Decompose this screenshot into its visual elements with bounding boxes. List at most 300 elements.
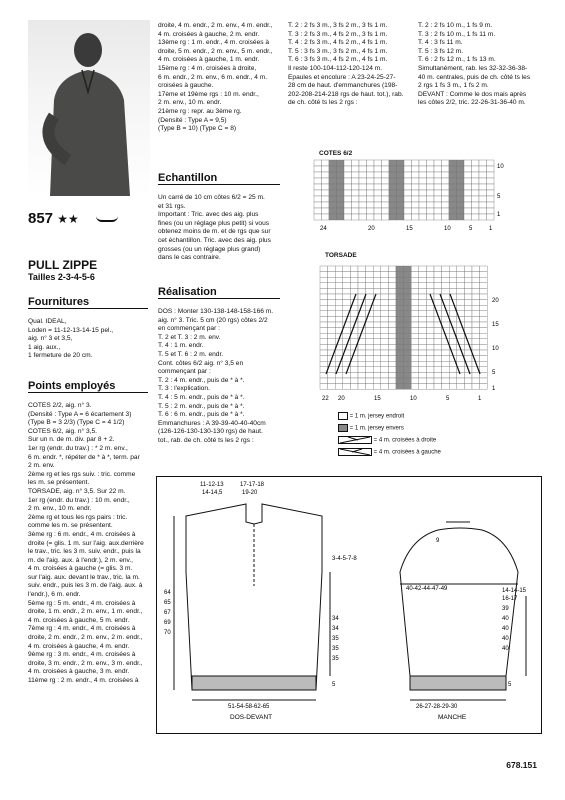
text-line: aig. n° 3. Tric. 5 cm (20 rgs) côtes 2/2 xyxy=(158,316,268,324)
text-line: 4 m. croisées à gauche, 5 m. endr. xyxy=(28,616,130,624)
chart-cell xyxy=(457,196,465,202)
chart-cell xyxy=(427,184,435,190)
chart-cell xyxy=(427,208,435,214)
chart-cell xyxy=(434,266,442,272)
chart-cell xyxy=(464,372,472,378)
chart-cell xyxy=(374,214,382,220)
chart-cell xyxy=(457,384,465,390)
chart-cell xyxy=(382,190,390,196)
chart-cell xyxy=(359,196,367,202)
chart-cell xyxy=(358,361,366,367)
chart-cell xyxy=(397,160,405,166)
chart-cell xyxy=(464,208,472,214)
text-line: T. 4 : 5 m. endr., puis de * à *. xyxy=(158,393,245,401)
chart-cell xyxy=(366,350,374,356)
chart-cell xyxy=(449,283,457,289)
cotes-y-tick: 5 xyxy=(497,194,501,200)
chart-cell xyxy=(396,372,404,378)
text-line: tot., rab. de ch. côté ts les 2 rgs : xyxy=(158,436,254,444)
chart-cell xyxy=(381,305,389,311)
chart-cell xyxy=(426,305,434,311)
chart-cell xyxy=(464,294,472,300)
text-line: 1er rg (endr. du trav.) : 10 m. endr., xyxy=(28,496,130,504)
chart-cell xyxy=(426,316,434,322)
chart-cell xyxy=(434,372,442,378)
text-line: 40 m. centrales, puis de ch. côté ts les xyxy=(418,73,531,81)
chart-cell xyxy=(457,272,465,278)
text-line: Emmanchures : A 39-39-40-40-40cm xyxy=(158,419,266,427)
chart-cell xyxy=(472,294,480,300)
chart-cell xyxy=(457,214,465,220)
chart-cell xyxy=(442,208,450,214)
chart-cell xyxy=(344,202,352,208)
chart-cell xyxy=(335,322,343,328)
legend-item: = 4 m. croisées à droite xyxy=(338,436,441,448)
chart-cell xyxy=(434,172,442,178)
chart-cell xyxy=(388,272,396,278)
chart-cell xyxy=(344,172,352,178)
chart-cell xyxy=(381,311,389,317)
chart-cell xyxy=(374,196,382,202)
chart-cell xyxy=(389,214,397,220)
chart-cell xyxy=(329,214,337,220)
text-line: Epaules et encolure : A 23-24-25-27- xyxy=(288,73,396,81)
chart-cell xyxy=(411,372,419,378)
chart-cell xyxy=(374,166,382,172)
torsade-x-tick: 22 xyxy=(322,396,329,402)
chart-cell xyxy=(388,356,396,362)
chart-cell xyxy=(388,316,396,322)
chart-cell xyxy=(314,160,322,166)
chart-cell xyxy=(343,384,351,390)
chart-cell xyxy=(343,288,351,294)
chart-cell xyxy=(480,384,488,390)
torsade-x-tick: 20 xyxy=(338,396,345,402)
chart-cell xyxy=(381,339,389,345)
chart-cell xyxy=(367,196,375,202)
chart-cell xyxy=(366,384,374,390)
chart-cell xyxy=(434,378,442,384)
chart-cell xyxy=(472,172,480,178)
chart-cell xyxy=(411,294,419,300)
chart-cell xyxy=(426,350,434,356)
chart-cell xyxy=(479,178,487,184)
chart-cell xyxy=(479,196,487,202)
chart-cell xyxy=(479,160,487,166)
text-line: 3ème rg : 6 m. endr., 4 m. croisées à xyxy=(28,530,136,538)
text-line: 2ème rg et tous les rgs pairs : tric. xyxy=(28,513,128,521)
chart-cell xyxy=(449,311,457,317)
chart-cell xyxy=(479,190,487,196)
chart-cell xyxy=(381,277,389,283)
chart-cell xyxy=(374,190,382,196)
chart-cell xyxy=(404,288,412,294)
chart-cell xyxy=(396,328,404,334)
section-fournitures: Fournitures xyxy=(28,296,148,309)
chart-cell xyxy=(320,277,328,283)
chart-cell xyxy=(322,172,330,178)
chart-cell xyxy=(382,208,390,214)
text-line: T. 5 : 3 fs 12 m. xyxy=(418,47,464,55)
realisation-text xyxy=(158,308,280,446)
pattern-title: PULL ZIPPE xyxy=(28,258,98,272)
chart-cell xyxy=(412,202,420,208)
chart-cell xyxy=(396,339,404,345)
chart-cell xyxy=(374,184,382,190)
rib-label: 5 xyxy=(332,682,336,688)
text-line: T. 2 : 2 fs 3 m., 3 fs 2 m., 3 fs 1 m. xyxy=(288,22,388,29)
cross-right-icon xyxy=(338,436,372,444)
chart-cell xyxy=(366,277,374,283)
chart-cell xyxy=(373,288,381,294)
chart-cell xyxy=(381,350,389,356)
text-line: Cont. côtes 6/2 aig. n° 3,5 en xyxy=(158,359,244,367)
chart-cell xyxy=(343,266,351,272)
text-line: suiv. endr., puis les 3 m. de l'aig. aux. à xyxy=(28,582,143,590)
chart-cell xyxy=(328,272,336,278)
chart-cell xyxy=(328,344,336,350)
sleeve-length: 40 xyxy=(502,626,509,632)
difficulty-stars: ★★ xyxy=(57,212,79,226)
text-line: 2 m. env., 10 m. endr. xyxy=(28,505,92,513)
chart-cell xyxy=(449,160,457,166)
chart-cell xyxy=(426,322,434,328)
chart-cell xyxy=(358,356,366,362)
chart-cell xyxy=(382,172,390,178)
chart-cell xyxy=(464,196,472,202)
chart-cell xyxy=(329,178,337,184)
chart-cell xyxy=(329,208,337,214)
chart-cell xyxy=(381,384,389,390)
chart-cell xyxy=(367,178,375,184)
page-code: 678.151 xyxy=(506,760,537,770)
legend-item: = 1 m. jersey endroit xyxy=(338,412,441,424)
chart-cell xyxy=(434,356,442,362)
chart-cell xyxy=(314,196,322,202)
chart-cell xyxy=(434,350,442,356)
chart-cell xyxy=(381,378,389,384)
chart-cell xyxy=(442,283,450,289)
chart-cell xyxy=(442,344,450,350)
legend-item: = 1 m. jersey envers xyxy=(338,424,441,436)
chart-cell xyxy=(358,288,366,294)
chart-cell xyxy=(419,350,427,356)
text-line: 4 m. croisées à gauche, 3 m. endr. xyxy=(28,668,130,676)
chart-cell xyxy=(389,202,397,208)
chart-cell xyxy=(388,372,396,378)
chart-cell xyxy=(374,160,382,166)
height-label: 65 xyxy=(164,600,171,606)
chart-cell xyxy=(442,184,450,190)
chart-cell xyxy=(320,266,328,272)
text-line: en commençant par : xyxy=(158,325,220,333)
chart-cell xyxy=(396,294,404,300)
text-line: 2 m. env. xyxy=(28,462,55,470)
chart-cell xyxy=(480,361,488,367)
chart-cell xyxy=(479,202,487,208)
chart-cell xyxy=(359,208,367,214)
chart-cell xyxy=(373,266,381,272)
chart-cell xyxy=(388,305,396,311)
text-line: 1 aig. aux., xyxy=(28,343,61,351)
chart-cell xyxy=(337,172,345,178)
torsade-x-tick: 1 xyxy=(478,396,482,402)
section-echantillon: Echantillon xyxy=(158,172,280,185)
chart-cell xyxy=(367,184,375,190)
chart-cell xyxy=(373,322,381,328)
echantillon-text xyxy=(158,194,280,263)
text-line: 13ème rg : 1 m. endr., 4 m. croisées à xyxy=(158,39,270,47)
text-line: T. 3 : 2 fs 10 m., 1 fs 11 m. xyxy=(418,30,496,38)
chart-cell xyxy=(328,372,336,378)
chart-cell xyxy=(419,208,427,214)
chart-cell xyxy=(404,208,412,214)
chart-cell xyxy=(366,333,374,339)
text-line: COTES 2/2, aig. n° 3. xyxy=(28,402,92,409)
sleeve-rib: 5 xyxy=(508,682,512,688)
chart-cell xyxy=(320,283,328,289)
chart-cell xyxy=(426,361,434,367)
chart-cell xyxy=(404,356,412,362)
torsade-x-tick: 15 xyxy=(374,396,381,402)
text-line: droite, 5 m. endr., 2 m. env., 5 m. endr., xyxy=(158,47,273,55)
chart-cell xyxy=(381,333,389,339)
chart-cell xyxy=(487,214,495,220)
chart-cell xyxy=(457,178,465,184)
chart-cell xyxy=(480,316,488,322)
chart-cell xyxy=(366,288,374,294)
chart-cell xyxy=(373,328,381,334)
chart-cell xyxy=(344,184,352,190)
chart-cell xyxy=(464,266,472,272)
text-line: T. 3 : l'explication. xyxy=(158,385,210,393)
chart-cell xyxy=(449,184,457,190)
epaules-text xyxy=(418,22,540,108)
chart-cell xyxy=(320,322,328,328)
chart-cell xyxy=(381,328,389,334)
top-mid-label: 19-20 xyxy=(242,490,258,496)
chart-cell xyxy=(404,190,412,196)
chart-cell xyxy=(373,372,381,378)
chart-cell xyxy=(328,283,336,289)
chart-cell xyxy=(472,311,480,317)
text-line: comme les m. se présentent. xyxy=(28,522,113,530)
top-mid-label: 17-17-18 xyxy=(240,482,265,488)
chart-cell xyxy=(328,316,336,322)
chart-cell xyxy=(434,196,442,202)
chart-cell xyxy=(328,300,336,306)
chart-cell xyxy=(457,277,465,283)
chart-cell xyxy=(352,190,360,196)
chart-cell xyxy=(404,339,412,345)
chart-cell xyxy=(427,190,435,196)
chart-cell xyxy=(350,372,358,378)
chart-cell xyxy=(442,266,450,272)
chart-cell xyxy=(472,316,480,322)
chart-cell xyxy=(396,356,404,362)
chart-cell xyxy=(396,333,404,339)
chart-cell xyxy=(472,333,480,339)
chart-cell xyxy=(419,288,427,294)
cotes-y-tick: 10 xyxy=(497,164,504,170)
text-line: 2ème rg et les rgs suiv. : tric. comme xyxy=(28,470,136,478)
chart-cell xyxy=(396,361,404,367)
text-line: T. 4 : 1 m. endr. xyxy=(158,342,204,350)
chart-cell xyxy=(480,339,488,345)
chart-cell xyxy=(335,305,343,311)
chart-cell xyxy=(434,384,442,390)
chart-cell xyxy=(479,166,487,172)
chart-cell xyxy=(396,350,404,356)
chart-cell xyxy=(396,288,404,294)
chart-cell xyxy=(388,300,396,306)
chart-cell xyxy=(487,196,495,202)
chart-cell xyxy=(404,350,412,356)
chart-cell xyxy=(381,367,389,373)
text-line: T. 6 : 2 fs 12 m., 1 fs 13 m. xyxy=(418,56,496,64)
chart-cell xyxy=(350,272,358,278)
text-line: 4 m. croisées à gauche (= glis. 3 m. xyxy=(28,565,133,573)
chart-cell xyxy=(442,294,450,300)
chart-cell xyxy=(358,272,366,278)
chart-cell xyxy=(427,202,435,208)
cross-left-icon xyxy=(338,448,372,456)
torsade-y-tick: 5 xyxy=(492,370,496,376)
text-line: 4 m. croisées à gauche, 2 m. endr. xyxy=(158,30,260,38)
chart-cell xyxy=(337,202,345,208)
chart-cell xyxy=(442,172,450,178)
chart-cell xyxy=(389,166,397,172)
text-line: COTES 6/2, aig. n° 3,5. xyxy=(28,427,97,435)
chart-cell xyxy=(344,214,352,220)
chart-cell xyxy=(457,190,465,196)
chart-cell xyxy=(464,166,472,172)
text-line: T. 2 : 2 fs 10 m., 1 fs 9 m. xyxy=(418,22,493,29)
text-line: grosses (ou un réglage plus grand) xyxy=(158,245,261,253)
chart-cell xyxy=(335,288,343,294)
chart-cell xyxy=(329,172,337,178)
chart-cell xyxy=(359,166,367,172)
chart-cell xyxy=(343,294,351,300)
chart-cell xyxy=(419,190,427,196)
chart-cell xyxy=(389,196,397,202)
text-line: DEVANT : Comme le dos mais après xyxy=(418,90,527,98)
chart-cell xyxy=(337,190,345,196)
chart-cell xyxy=(419,316,427,322)
chart-cell xyxy=(464,190,472,196)
chart-cell xyxy=(359,178,367,184)
chart-cell xyxy=(367,202,375,208)
cotes-x-tick: 1 xyxy=(489,226,493,232)
chart-cell xyxy=(442,361,450,367)
chart-cell xyxy=(419,160,427,166)
chart-cell xyxy=(472,372,480,378)
text-line: (Type B = 10) (Type C = 8) xyxy=(158,125,237,133)
chart-cell xyxy=(411,305,419,311)
chart-cell xyxy=(442,378,450,384)
chart-cell xyxy=(457,378,465,384)
chart-cell xyxy=(320,305,328,311)
height-label: 70 xyxy=(164,630,171,636)
torsade-continued xyxy=(158,22,280,134)
pattern-number: 857 ★★ xyxy=(28,210,79,227)
chart-cell xyxy=(411,361,419,367)
text-line: croisées à gauche. xyxy=(158,82,214,90)
chart-cell xyxy=(396,305,404,311)
text-line: T. 2 : 4 m. endr., puis de * à *. xyxy=(158,376,245,384)
chart-cell xyxy=(457,300,465,306)
chart-cell xyxy=(382,160,390,166)
chart-cell xyxy=(404,160,412,166)
chart-cell xyxy=(426,339,434,345)
chart-cell xyxy=(404,202,412,208)
chart-cell xyxy=(404,305,412,311)
chart-cell xyxy=(411,288,419,294)
chart-cell xyxy=(472,378,480,384)
chart-cell xyxy=(442,350,450,356)
chart-cell xyxy=(480,283,488,289)
chart-cell xyxy=(404,316,412,322)
chart-cell xyxy=(464,322,472,328)
chart-cell xyxy=(352,214,360,220)
chart-cell xyxy=(419,172,427,178)
sleeve-right-top: 14-14-15 xyxy=(502,588,527,594)
cotes-y-tick: 1 xyxy=(497,212,501,218)
chart-cell xyxy=(397,178,405,184)
arm-label: 35 xyxy=(332,646,339,652)
chart-cell xyxy=(335,378,343,384)
chart-cell xyxy=(472,384,480,390)
chart-cell xyxy=(343,305,351,311)
torsade-x-tick: 5 xyxy=(446,396,450,402)
chart-cell xyxy=(480,288,488,294)
chart-cell xyxy=(412,208,420,214)
chart-cell xyxy=(442,384,450,390)
chart-cell xyxy=(329,190,337,196)
chart-cell xyxy=(480,350,488,356)
chart-cell xyxy=(480,356,488,362)
chart-cell xyxy=(457,266,465,272)
chart-cell xyxy=(322,184,330,190)
chart-cell xyxy=(404,333,412,339)
chart-cell xyxy=(464,288,472,294)
chart-cell xyxy=(397,214,405,220)
chart-cell xyxy=(442,372,450,378)
chart-cell xyxy=(381,361,389,367)
chart-cell xyxy=(449,266,457,272)
chart-cell xyxy=(373,356,381,362)
text-line: Simultanément, rab. les 32-32-36-38- xyxy=(418,64,528,72)
chart-cell xyxy=(412,190,420,196)
text-line: T. 4 : 3 fs 11 m. xyxy=(418,39,463,47)
chart-cell xyxy=(328,294,336,300)
chart-cell xyxy=(426,288,434,294)
chart-cell xyxy=(480,322,488,328)
chart-cell xyxy=(426,311,434,317)
chart-cell xyxy=(397,202,405,208)
chart-cell xyxy=(373,367,381,373)
chart-cell xyxy=(396,344,404,350)
pattern-sizes: Tailles 2-3-4-5-6 xyxy=(28,272,95,282)
chart-cell xyxy=(472,283,480,289)
chart-cell xyxy=(367,190,375,196)
chart-cell xyxy=(480,272,488,278)
text-line: Un carré de 10 cm côtes 6/2 = 25 m. xyxy=(158,194,265,201)
chart-cell xyxy=(359,184,367,190)
chart-cell xyxy=(434,300,442,306)
chart-cell xyxy=(412,184,420,190)
chart-cell xyxy=(411,266,419,272)
